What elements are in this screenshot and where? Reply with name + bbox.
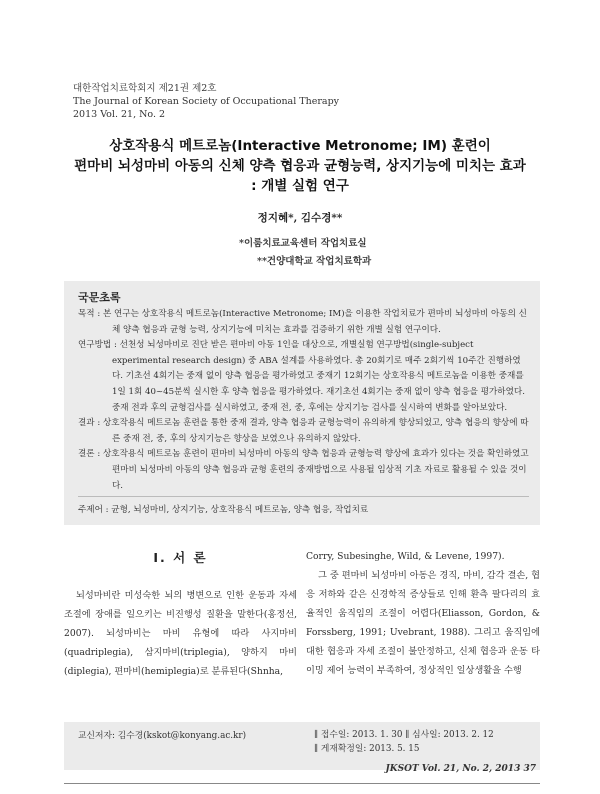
- left-column: [64, 586, 297, 681]
- corresponding-author: 교신저자: 김수경(kskot@konyang.ac.kr): [78, 731, 247, 741]
- abstract-conclusion: 결론 : 상호작용식 메트로놈 훈련이 편마비 뇌성마비 아동의 양측 협응과 균형능력 향상에 효과가 있다는 것을 확인하였고 편마비 뇌성마비 아동의 양측 협응과 균형 훈련의 중재방법으로 사용될 임상적 기초 자료로 활용될 수 있을 것이다.: [78, 449, 529, 491]
- affiliation-1: *이룸치료교육센터 작업치료실: [239, 238, 367, 249]
- abstract-purpose: 목적 : 본 연구는 상호작용식 메트로놈(Interactive Metronome; IM)을 이용한 작업치료가 편마비 뇌성마비 아동의 신체 양측 협응과 균형 능력, 상지기능에 미치는 효과를 검증하기 위한 개별 실험 연구이다.: [78, 309, 527, 335]
- review-dates: [314, 728, 494, 756]
- journal-volume: 2013 Vol. 21, No. 2: [73, 109, 166, 120]
- page-footer: JKSOT Vol. 21, No. 2, 2013 37: [385, 764, 536, 774]
- right-column-continuation: Corry, Subesinghe, Wild, & Levene, 1997).: [306, 551, 505, 562]
- page-footer-rule: [64, 783, 540, 784]
- right-column: [306, 547, 540, 680]
- keywords: 주제어 : 균형, 뇌성마비, 상지기능, 상호작용식 메트로놈, 양측 협응, 작업치료: [78, 505, 369, 515]
- accepted-date: ∥ 게재확정일: 2013. 5. 15: [314, 744, 420, 754]
- author-names: 정지혜*, 김수경**: [257, 212, 343, 224]
- footnote-box: [64, 722, 540, 770]
- abstract-methods: 연구방법 : 선천성 뇌성마비로 진단 받은 편마비 아동 1인을 대상으로, 개별실험 연구방법(single-subject experimental research design) 중 ABA 설계를 사용하였다. 총 20회기로 매주 2회기씩 10주간 진행하였다. 기초선 4회기는 중재 없이 양측 협응을 평가하였고 중재기 12회기는 상호작용식 메트로놈을 이용한 중재를 1일 1회 40~45분씩 실시한 후 양측 협응을 평가하였다. 재기초선 4회기는 중재 없이 양측 협응을 평가하였다. 중재 전과 후의 균형검사를 실시하였고, 중재 전, 중, 후에는 상지기능 검사를 실시하여 변화를 알아보았다.: [78, 340, 525, 413]
- title-line-1: 상호작용식 메트로놈(Interactive Metronome; IM) 훈련이: [109, 138, 491, 154]
- section-heading-introduction: Ⅰ. 서 론: [153, 550, 208, 565]
- title-line-2: 편마비 뇌성마비 아동의 신체 양측 협응과 균형능력, 상지기능에 미치는 효과: [74, 158, 526, 174]
- abstract-results: 결과 : 상호작용식 메트로놈 훈련을 통한 중재 결과, 양측 협응과 균형능력이 유의하게 향상되었고, 양측 협응의 향상에 따른 중재 전, 중, 후의 상지기능은 향상을 보였으나 유의하지 않았다.: [78, 418, 529, 444]
- paper-title: [0, 136, 600, 196]
- abstract-body: [78, 307, 529, 494]
- intro-paragraph-2: 그 중 편마비 뇌성마비 아동은 경직, 마비, 감각 결손, 협응 저하와 같은 신경학적 증상들로 인해 환측 팔다리의 효율적인 움직임의 조절이 어렵다(Eliasson, Gordon, & Forssberg, 1991; Uvebrant, 1988). 그리고 움직임에 대한 협응과 자세 조절이 불안정하고, 신체 협응과 운동 타이밍 제어 능력이 부족하여, 정상적인 일상생활을 수행: [306, 570, 540, 676]
- journal-header: [73, 82, 339, 121]
- author-block: [0, 210, 600, 267]
- title-line-3: : 개별 실험 연구: [251, 178, 349, 194]
- abstract-heading: 국문초록: [78, 291, 121, 304]
- journal-name-korean: 대한작업치료학회지 제21권 제2호: [73, 83, 217, 94]
- affiliation-2: **건양대학교 작업치료학과: [257, 256, 372, 267]
- received-date: ∥ 접수일: 2013. 1. 30 ∥ 심사일: 2013. 2. 12: [314, 730, 494, 740]
- journal-name-english: The Journal of Korean Society of Occupational Therapy: [73, 96, 340, 107]
- abstract-divider: [78, 496, 529, 497]
- intro-paragraph-1: 뇌성마비란 미성숙한 뇌의 병변으로 인한 운동과 자세 조절에 장애를 일으키는 비진행성 질환을 말한다(홍정선, 2007). 뇌성마비는 마비 유형에 따라 사지마비(quadriplegia), 삼지마비(triplegia), 양하지 마비(diplegia), 편마비(hemiplegia)로 분류된다(Shnha,: [64, 590, 297, 677]
- abstract-box: [64, 281, 540, 525]
